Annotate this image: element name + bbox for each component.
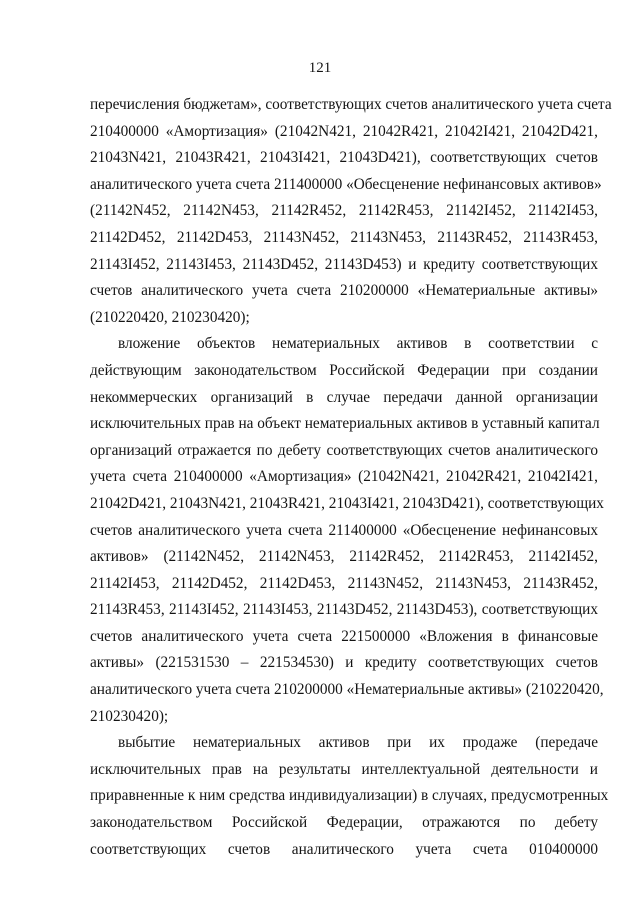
text-line: 210230420); [90,707,169,725]
text-line: активов» (21142N452, 21142N453, 21142R452, 21142R453, 21142I452, [90,548,598,566]
text-line: действующим законодательством Российской Федерации при создании [90,361,598,379]
text-line: некоммерческих организаций в случае передачи данной организации [90,388,598,406]
text-line: (21142N452, 21142N453, 21142R452, 21142R453, 21142I452, 21142I453, [90,202,598,220]
text-line: 21142I453, 21142D452, 21142D453, 21143N452, 21143N453, 21143R452, [90,574,598,592]
text-line: выбытие нематериальных активов при их продаже (передаче [118,734,598,752]
text-line: законодательством Российской Федерации, отражаются по дебету [90,814,598,832]
text-line: 210400000 «Амортизация» (21042N421, 21042R421, 21042I421, 21042D421, [90,122,598,140]
paragraph-amortization-credit [90,92,612,331]
text-line: исключительных прав на результаты интеллектуальной деятельности и [90,760,598,778]
text-line: приравненные к ним средства индивидуализации) в случаях, предусмотренных [90,787,609,805]
document-body [90,92,612,863]
paragraph-intangible-disposal [90,730,609,863]
text-line: 21042D421, 21043N421, 21043R421, 21043I421, 21043D421), соответствующих [90,494,604,512]
text-line: перечисления бюджетам», соответствующих счетов аналитического учета счета [90,96,612,113]
text-line: организаций отражается по дебету соответствующих счетов аналитического [90,441,598,459]
text-line: исключительных прав на объект нематериальных активов в уставный капитал [90,415,600,433]
text-line: учета счета 210400000 «Амортизация» (21042N421, 21042R421, 21042I421, [90,468,598,486]
text-line: счетов аналитического учета счета 210200000 «Нематериальные активы» [90,282,598,300]
text-line: 21143R453, 21143I452, 21143I453, 21143D452, 21143D453), соответствующих [90,601,598,619]
text-line: (210220420, 210230420); [90,308,250,326]
text-line: 21043N421, 21043R421, 21043I421, 21043D421), соответствующих счетов [90,149,598,167]
text-line: 21143I452, 21143I453, 21143D452, 21143D453) и кредиту соответствующих [90,255,598,273]
text-line: соответствующих счетов аналитического учета счета 010400000 [90,840,598,858]
paragraph-intangible-investment [90,331,604,730]
text-line: аналитического учета счета 210200000 «Нематериальные активы» (210220420, [90,681,604,699]
text-line: 21142D452, 21142D453, 21143N452, 21143N453, 21143R452, 21143R453, [90,228,598,246]
text-line: счетов аналитического учета счета 211400000 «Обесценение нефинансовых [90,521,598,539]
text-line: счетов аналитического учета счета 221500000 «Вложения в финансовые [90,627,598,645]
page-number: 121 [308,60,332,76]
text-line: аналитического учета счета 211400000 «Обесценение нефинансовых активов» [90,175,602,193]
text-line: вложение объектов нематериальных активов в соответствии с [118,335,598,353]
text-line: активы» (221531530 – 221534530) и кредиту соответствующих счетов [90,654,598,672]
